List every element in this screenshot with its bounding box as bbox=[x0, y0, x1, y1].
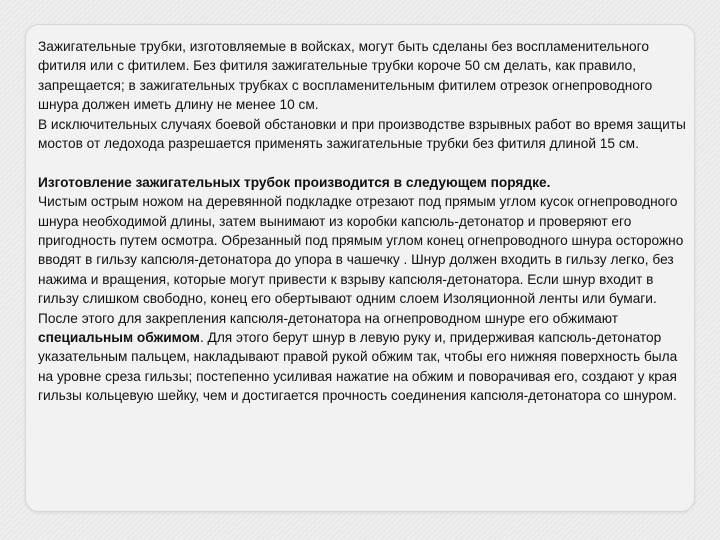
paragraph-exceptions: В исключительных случаях боевой обстановки и при производстве взрывных работ во время защиты мостов от ледохода разрешается применять зажигательные трубки без фитиля длиной 15 см. bbox=[38, 116, 686, 152]
paragraph-procedure: Чистым острым ножом на деревянной подкладке отрезают под прямым углом кусок огнепроводного шнура необходимой длины, затем вынимают из коробки капсюль-детонатор и проверяют его пригодность путем осмотра. Обрезанный под прямым углом конец огнепроводного шнура осторожно вводят в гильзу капсюля-детонатора до упора в чашечку . Шнур должен входить в гильзу легко, без нажима и вращения, которые могут привести к взрыву капсюля-детонатора. Если шнур входит в гильзу слишком свободно, конец его обертывают одним слоем Изоляционной ленты или бумаги. bbox=[38, 194, 684, 307]
slide-card bbox=[25, 24, 695, 512]
section-heading: Изготовление зажигательных трубок производится в следующем порядке. bbox=[38, 174, 551, 190]
text-block bbox=[38, 37, 690, 406]
crimping-text-start: После этого для закрепления капсюля-детонатора на огнепроводном шнуре его обжимают bbox=[38, 310, 619, 326]
crimping-text-end: . Для этого берут шнур в левую руку и, придерживая капсюль-детонатор указательным пальцем, накладывают правой рукой обжим так, чтобы его нижняя поверхность была на уровне среза гильзы; постепенно усиливая нажатие на обжим и поворачивая его, создают у края гильзы кольцевую шейку, чем и достигается прочность соединения капсюля-детонатора со шнуром. bbox=[38, 330, 678, 404]
paragraph-intro: Зажигательные трубки, изготовляемые в войсках, могут быть сделаны без воспламенительного фитиля или с фитилем. Без фитиля зажигательные трубки короче 50 см делать, как правило, запрещается; в зажигательных трубках с воспламенительным фитилем отрезок огнепроводного шнура должен иметь длину не менее 10 см. bbox=[38, 39, 653, 113]
crimping-tool-term: специальным обжимом bbox=[38, 330, 200, 346]
paragraph-crimping bbox=[38, 309, 690, 406]
paragraph-spacer bbox=[38, 153, 690, 172]
